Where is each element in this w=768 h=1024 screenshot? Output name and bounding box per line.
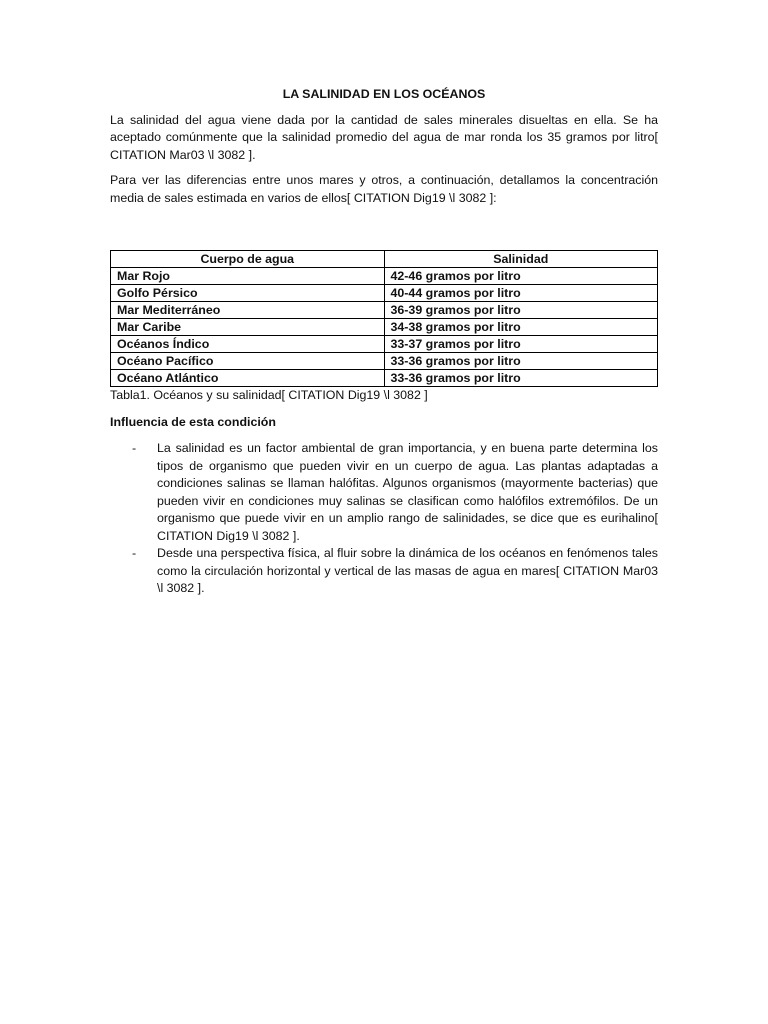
- cell-body-of-water: Golfo Pérsico: [111, 285, 385, 302]
- cell-salinity: 34-38 gramos por litro: [384, 319, 657, 336]
- cell-body-of-water: Océanos Índico: [111, 336, 385, 353]
- list-item-text: Desde una perspectiva física, al fluir sobre la dinámica de los océanos en fenómenos tales como la circulación horizontal y vertical de las masas de agua en mares[ CITATION Mar03 \l 3082 ].: [157, 546, 658, 595]
- column-header-salinity: Salinidad: [384, 251, 657, 268]
- cell-salinity: 40-44 gramos por litro: [384, 285, 657, 302]
- table-row: [111, 353, 658, 370]
- section-heading: Influencia de esta condición: [110, 414, 276, 429]
- list-item: [110, 545, 658, 598]
- document-title: LA SALINIDAD EN LOS OCÉANOS: [282, 87, 486, 101]
- cell-body-of-water: Mar Caribe: [111, 319, 385, 336]
- bullet-list: [110, 440, 658, 598]
- cell-body-of-water: Mar Mediterráneo: [111, 302, 385, 319]
- table-row: [111, 285, 658, 302]
- table-row: [111, 268, 658, 285]
- cell-salinity: 42-46 gramos por litro: [384, 268, 657, 285]
- bullet-marker: -: [132, 546, 137, 560]
- details-paragraph: Para ver las diferencias entre unos mares y otros, a continuación, detallamos la concentración media de sales estimada en varios de ellos[ CITATION Dig19 \l 3082 ]:: [110, 173, 658, 205]
- cell-body-of-water: Océano Pacífico: [111, 353, 385, 370]
- blank-space: [110, 215, 658, 250]
- salinity-table: [110, 250, 658, 387]
- document-page: [110, 86, 658, 598]
- table-header-row: [111, 251, 658, 268]
- table-row: [111, 319, 658, 336]
- cell-body-of-water: Mar Rojo: [111, 268, 385, 285]
- cell-salinity: 33-36 gramos por litro: [384, 353, 657, 370]
- table-caption: Tabla1. Océanos y su salinidad[ CITATION Dig19 \l 3082 ]: [110, 388, 428, 402]
- column-header-body: Cuerpo de agua: [111, 251, 385, 268]
- cell-salinity: 33-36 gramos por litro: [384, 370, 657, 387]
- bullet-marker: -: [132, 441, 137, 455]
- cell-salinity: 36-39 gramos por litro: [384, 302, 657, 319]
- table-row: [111, 302, 658, 319]
- cell-salinity: 33-37 gramos por litro: [384, 336, 657, 353]
- list-item: [110, 440, 658, 545]
- cell-body-of-water: Océano Atlántico: [111, 370, 385, 387]
- intro-paragraph: La salinidad del agua viene dada por la cantidad de sales minerales disueltas en ella. Se ha aceptado comúnmente que la salinidad promedio del agua de mar ronda los 35 gramos por litro[ CITATION Mar03 \l 3082 ].: [110, 112, 658, 162]
- table-row: [111, 370, 658, 387]
- table-row: [111, 336, 658, 353]
- list-item-text: La salinidad es un factor ambiental de gran importancia, y en buena parte determina los tipos de organismo que pueden vivir en un cuerpo de agua. Las plantas adaptadas a condiciones salinas se llaman halófitas. Algunos organismos (mayormente bacterias) que pueden vivir en condiciones muy salinas se clasifican como halófilos extremófilos. De un organismo que puede vivir en un amplio rango de salinidades, se dice que es eurihalino[ CITATION Dig19 \l 3082 ].: [157, 441, 658, 543]
